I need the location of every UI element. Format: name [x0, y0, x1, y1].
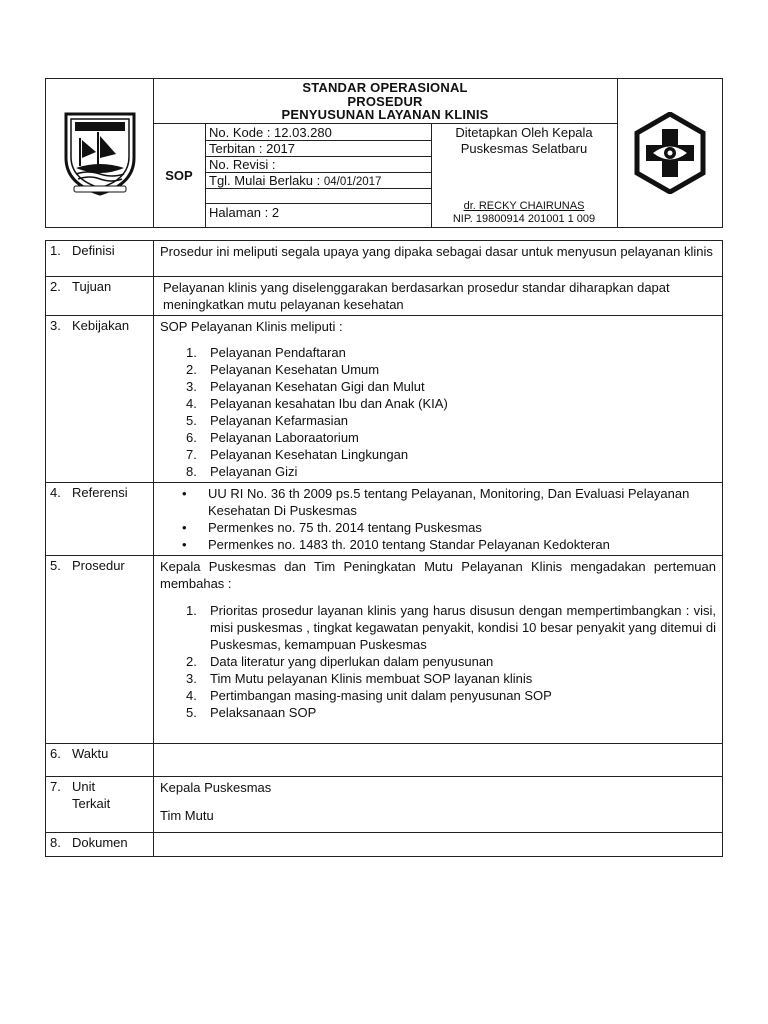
list-item — [182, 536, 716, 553]
list-number: 3. — [186, 379, 197, 394]
list-number: 5. — [186, 705, 197, 720]
table-row — [46, 316, 723, 483]
table-row — [46, 483, 723, 556]
list-text: Pelaksanaan SOP — [210, 705, 317, 720]
list-item — [186, 704, 716, 721]
list-number: 6. — [186, 430, 197, 445]
kebijakan-intro: SOP Pelayanan Klinis meliputi : — [160, 319, 343, 334]
unit-terkait-content — [154, 777, 723, 833]
list-number: 3. — [186, 671, 197, 686]
ditetapkan-line: Ditetapkan Oleh Kepala — [455, 125, 593, 140]
tgl-mulai-label: Tgl. Mulai Berlaku : — [209, 173, 324, 188]
row-label — [46, 556, 154, 744]
list-text: Pelayanan Kesehatan Umum — [210, 362, 380, 377]
list-item — [186, 463, 716, 480]
title-line: STANDAR OPERASIONAL — [302, 80, 468, 95]
sop-label: SOP — [165, 167, 193, 183]
tgl-mulai-value: 04/01/2017 — [323, 176, 382, 188]
puskesmas-cross-logo-icon — [617, 79, 723, 227]
row-label — [46, 277, 154, 316]
sop-content-table — [45, 240, 723, 857]
prosedur-intro: Kepala Puskesmas dan Tim Peningkatan Mutu Pelayanan Klinis mengadakan pertemuan membahas : — [160, 559, 716, 591]
row-label — [46, 777, 154, 833]
row-number: 4. — [50, 485, 61, 500]
terbitan: Terbitan : 2017 — [209, 141, 296, 156]
row-title-line: Terkait — [72, 796, 111, 811]
list-item — [182, 485, 716, 519]
list-text: Pelayanan kesahatan Ibu dan Anak (KIA) — [210, 396, 448, 411]
signer-block — [431, 200, 617, 226]
referensi-list — [160, 485, 716, 553]
row-title: Kebijakan — [72, 318, 130, 333]
list-item — [182, 519, 716, 536]
row-title — [72, 778, 110, 812]
list-number: 7. — [186, 447, 197, 462]
row-title: Waktu — [72, 746, 109, 761]
table-row — [46, 833, 723, 857]
table-row — [46, 241, 723, 277]
unit-line: Kepala Puskesmas — [160, 780, 272, 795]
list-number: 4. — [186, 688, 197, 703]
signer-name: dr. RECKY CHAIRUNAS — [463, 200, 585, 212]
row-label — [46, 483, 154, 556]
definisi-text: Prosedur ini meliputi segala upaya yang dipaka sebagai dasar untuk menyusun pelayanan klinis — [154, 241, 723, 277]
list-item — [186, 361, 716, 378]
list-item — [186, 344, 716, 361]
row-number: 8. — [50, 835, 61, 850]
list-number: 5. — [186, 413, 197, 428]
list-number: 2. — [186, 654, 197, 669]
row-title: Referensi — [72, 485, 128, 500]
row-number: 5. — [50, 558, 61, 573]
list-number: 4. — [186, 396, 197, 411]
list-text: Permenkes no. 1483 th. 2010 tentang Standar Pelayanan Kedokteran — [208, 537, 610, 552]
row-title: Definisi — [72, 243, 115, 258]
bullet-icon: • — [182, 486, 187, 501]
table-row — [46, 556, 723, 744]
list-text: Permenkes no. 75 th. 2014 tentang Puskesmas — [208, 520, 482, 535]
list-item — [186, 446, 716, 463]
row-label — [46, 744, 154, 777]
list-text: Pertimbangan masing-masing unit dalam penyusunan SOP — [210, 688, 552, 703]
waktu-content — [154, 744, 723, 777]
prosedur-list — [160, 602, 716, 721]
row-number: 2. — [50, 279, 61, 294]
row-label — [46, 833, 154, 857]
row-label — [46, 241, 154, 277]
no-kode: No. Kode : 12.03.280 — [209, 125, 332, 140]
list-item — [186, 670, 716, 687]
halaman: Halaman : 2 — [209, 205, 280, 220]
list-text: Pelayanan Kesehatan Lingkungan — [210, 447, 409, 462]
dokumen-content — [154, 833, 723, 857]
no-revisi: No. Revisi : — [209, 157, 276, 172]
row-number: 1. — [50, 243, 61, 258]
unit-line: Tim Mutu — [160, 808, 214, 823]
list-item — [186, 412, 716, 429]
row-number: 3. — [50, 318, 61, 333]
bullet-icon: • — [182, 520, 187, 535]
list-text: Pelayanan Kefarmasian — [210, 413, 349, 428]
table-row — [46, 277, 723, 316]
tgl-mulai-berlaku — [209, 173, 431, 190]
header-divider — [153, 123, 617, 124]
tujuan-text: Pelayanan klinis yang diselenggarakan berdasarkan prosedur standar diharapkan dapat meningkatkan mutu pelayanan kesehatan — [154, 277, 723, 316]
row-title: Tujuan — [72, 279, 112, 294]
row-title-line: Unit — [72, 779, 96, 794]
list-item — [186, 653, 716, 670]
list-item — [186, 687, 716, 704]
header-divider — [205, 203, 431, 204]
list-text: Pelayanan Kesehatan Gigi dan Mulut — [210, 379, 425, 394]
kebijakan-list — [160, 344, 716, 480]
prosedur-content — [154, 556, 723, 744]
title-line: PROSEDUR — [347, 93, 423, 109]
list-item — [186, 395, 716, 412]
list-number: 8. — [186, 464, 197, 479]
list-text: UU RI No. 36 th 2009 ps.5 tentang Pelayanan, Monitoring, Dan Evaluasi Pelayanan Kesehatan Di Puskesmas — [208, 486, 690, 518]
row-title: Prosedur — [72, 558, 125, 573]
list-number: 1. — [186, 603, 197, 618]
list-number: 1. — [186, 345, 197, 360]
list-text: Prioritas prosedur layanan klinis yang harus disusun dengan mempertimbangkan : visi, misi puskesmas , tingkat kegawatan penyakit, kondisi 10 besar penyakit yang ditemui di Puskesmas, kemampuan Puskesmas — [210, 603, 716, 652]
sop-header — [45, 78, 723, 228]
table-row — [46, 744, 723, 777]
list-number: 2. — [186, 362, 197, 377]
list-item — [186, 378, 716, 395]
list-text: Pelayanan Gizi — [210, 464, 298, 479]
title-line: PENYUSUNAN LAYANAN KLINIS — [281, 107, 489, 122]
list-text: Tim Mutu pelayanan Klinis membuat SOP layanan klinis — [210, 671, 533, 686]
row-label — [46, 316, 154, 483]
document-title — [153, 79, 617, 123]
list-text: Pelayanan Pendaftaran — [210, 345, 346, 360]
referensi-content — [154, 483, 723, 556]
list-text: Data literatur yang diperlukan dalam penyusunan — [210, 654, 494, 669]
bullet-icon: • — [182, 537, 187, 552]
kebijakan-content — [154, 316, 723, 483]
list-item — [186, 429, 716, 446]
row-title: Dokumen — [72, 835, 128, 850]
list-item — [186, 602, 716, 653]
row-number: 6. — [50, 746, 61, 761]
header-divider — [205, 123, 206, 227]
ditetapkan-oleh — [431, 125, 617, 157]
ditetapkan-line: Puskesmas Selatbaru — [460, 141, 588, 156]
regional-coat-of-arms-icon — [46, 79, 153, 227]
table-row — [46, 777, 723, 833]
list-text: Pelayanan Laboraatorium — [210, 430, 359, 445]
signer-nip: NIP. 19800914 201001 1 009 — [452, 213, 596, 225]
row-number: 7. — [50, 779, 61, 794]
